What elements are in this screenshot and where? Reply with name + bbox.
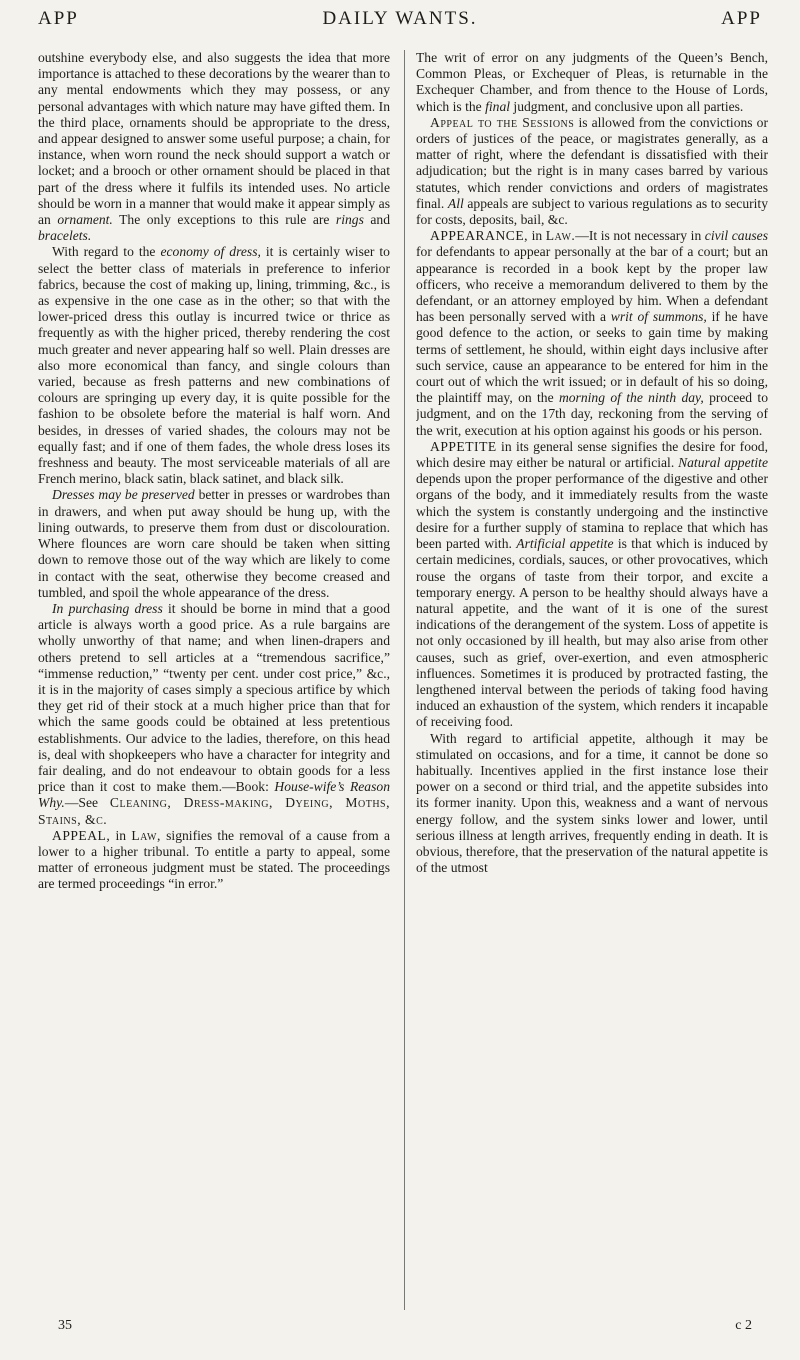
paragraph-writ-of-error: The writ of error on any judgments of the Queen’s Bench, Common Pleas, or Exchequer of Pleas, is returnable in the Exchequer Chamber, and from thence to the House of Lords, which is the final judgment, and conclusive upon all parties. [416,50,768,114]
entry-appearance-in-law: APPEARANCE, in Law.—It is not necessary in civil causes for defendants to appear personally at the bar of a court; but an appearance is recorded in a book kept by the proper law officers, who receive a memorandum delivered to them by the defendant, or an attorney employed by him. When a defendant has been personally served with a writ of summons, if he have good defence to the action, or seeks to gain time by making terms of settlement, he should, within eight days inclusive after such service, cause an appearance to be entered for him in the court out of which the writ issued; or in default of his so doing, the plaintiff may, on the morning of the ninth day, proceed to judgment, and on the 17th day, reckoning from the serving of the writ, execution at his option against his goods or his person. [416,228,768,438]
signature-mark: c 2 [735,1318,752,1333]
paragraph-purchasing-dress: In purchasing dress it should be borne in mind that a good article is always worth a good price. As a rule bargains are wholly unworthy of that name; and when linen-drapers and others pretend to sell articles at a “tremendous sacrifice,” “immense reduction,” “twenty per cent. under cost price,” &c., it is in the majority of cases simply a specious artifice by which they get rid of their stock at a much higher price than that for which the same goods could be obtained at less pretentious establishments. Our advice to the ladies, therefore, on this head is, deal with shopkeepers who have a character for integrity and fair dealing, and do not endeavour to obtain goods for a less price than it cost to make them.—Book: House-wife’s Reason Why.—See Cleaning, Dress-making, Dyeing, Moths, Stains, &c. [38,600,390,827]
entry-appeal-in-law: APPEAL, in Law, signifies the removal of a cause from a lower to a higher tribunal. To entitle a party to appeal, some matter of erroneous judgment must be stated. The proceedings are termed proceedings “in error.” [38,827,390,892]
running-head-left: APP [38,8,79,29]
running-head-title: DAILY WANTS. [322,8,478,29]
entry-appetite: APPETITE in its general sense signifies the desire for food, which desire may either be natural or artificial. Natural appetite depends upon the proper performance of the digestive and other organs of the body, and it immediately results from the waste which the system is constantly undergoing and the instinctive desire for a further supply of stamina to replace that which has been parted with. Artificial appetite is that which is induced by certain medicines, cordials, sauces, or other provocatives, which rouse the organs of taste from their torpor, and excite a temporary energy. A person to be healthy should always have a natural appetite, and the want of it is one of the surest indications of the derangement of the system. Loss of appetite is not only occasioned by ill health, but may also arise from other causes, such as grief, over-exertion, and even atmospheric influences. Sometimes it is produced by protracted fasting, the lengthened interval between the periods of taking food having induced an exhaustion of the system, which renders it incapable of receiving food. [416,438,768,730]
page-number: 35 [58,1318,72,1333]
running-head [38,8,762,38]
paragraph-artificial-appetite: With regard to artificial appetite, although it may be stimulated on occasions, and for a time, it cannot be done so habitually. Incentives applied in the first instance lose their power on a second or third trial, and the appetite subsides into its former inanity. Upon this, weakness and a want of nervous energy follow, and the system sinks lower and lower, until serious illness at length arrives, frequently ending in death. It is obvious, therefore, that the preservation of the natural appetite is of the utmost [416,730,768,876]
running-head-right: APP [721,8,762,29]
column-divider [404,50,405,1310]
entry-headword: APPEARANCE, [430,228,529,244]
right-column [416,50,768,1318]
paragraph-economy-of-dress: With regard to the economy of dress, it is certainly wiser to select the better class of materials in preference to inferior fabrics, because the cost of making up, lining, trimming, &c., is as expensive in the one case as in the other; so that with the lower-priced dress this outlay is incurred twice or thrice as frequently as with the higher priced, thereby rendering the cost much greater and never appearing half so well. Plain dresses are also more economical than fancy, and single colours than varied, because as fresh patterns and new combinations of colours are springing up every day, it is quite possible for the fashion to be obsolete before the material is half worn. And besides, in dresses of varied shades, the colours may not be equally fast; and if one of them fades, the whole dress loses its freshness and beauty. The most serviceable materials of all are French merino, black satin, black satinet, and black silk. [38,244,390,487]
entry-headword: APPEAL, [52,827,111,843]
entry-headword: APPETITE [430,438,497,454]
page-footer [38,1318,762,1342]
entry-appeal-to-sessions: Appeal to the Sessions is allowed from the convictions or orders of justices of the peace, or magistrates generally, as a matter of right, where the defendant is dissatisfied with their adjudication; but the right is in many cases barred by various statutes, which render convictions and orders of magistrates final. All appeals are subject to various regulations as to security for costs, deposits, bail, &c. [416,114,768,228]
paragraph-ornaments: outshine everybody else, and also suggests the idea that more importance is attached to these decorations by the wearer than to any mental endowments which they may possess, or any personal advantages with which nature may have gifted them. In the third place, ornaments should be appropriate to the dress, and appear designed to answer some useful purpose; a chain, for instance, when worn round the neck should support a watch or locket; and a brooch or other ornament should be placed in that part of the dress where it fulfils its intended uses. No article should be worn in a manner that would make it appear simply as an ornament. The only exceptions to this rule are rings and bracelets. [38,50,390,244]
paragraph-preserving-dresses: Dresses may be preserved better in presses or wardrobes than in drawers, and when put away should be hung up, with the lining outwards, to preserve them from dust or discolouration. Where flounces are worn care should be taken when sitting down to remove those out of the way which are likely to come in contact with the seat, otherwise they become creased and tumbled, and spoil the whole appearance of the dress. [38,487,390,600]
left-column [38,50,390,1318]
